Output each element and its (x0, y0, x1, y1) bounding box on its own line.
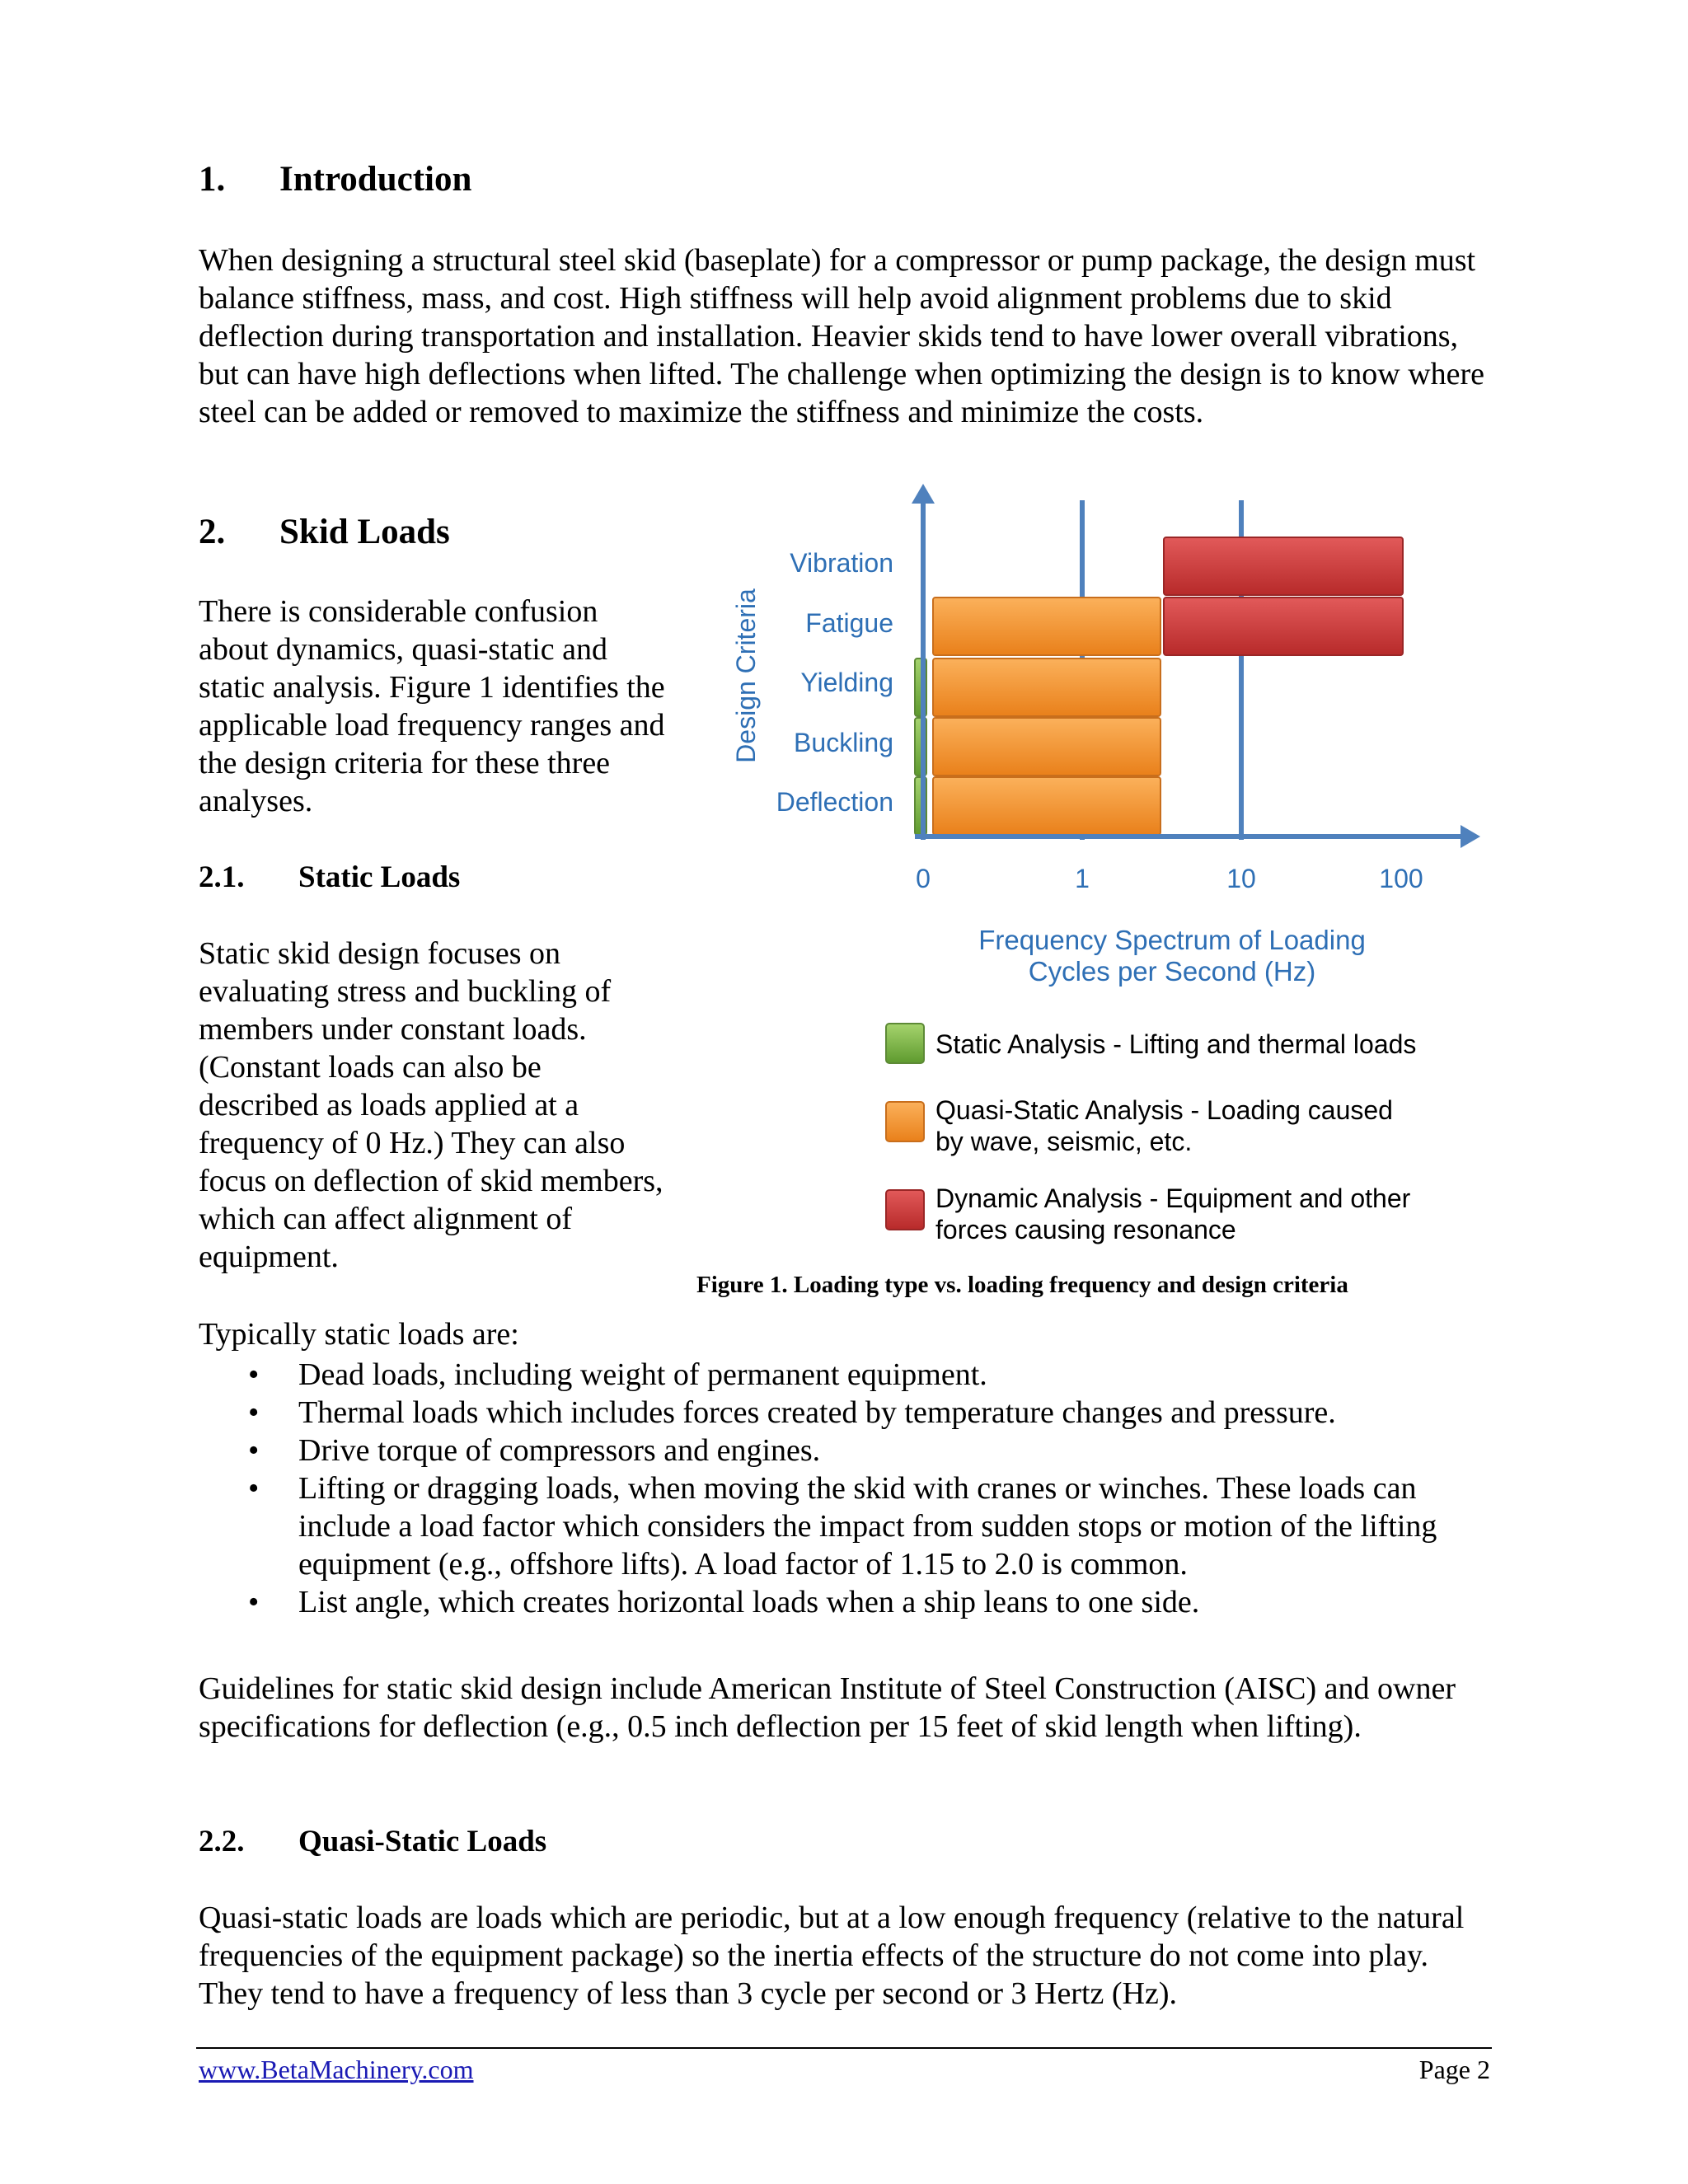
list-item: • Drive torque of compressors and engines. (248, 1433, 821, 1468)
list-intro: Typically static loads are: (199, 1317, 519, 1352)
skid-loads-paragraph: There is considerable confusion about dynamics, quasi-static and static analysis. Figure 1 identifies the applicable load frequency ranges and the design criteria for these three analyses. (199, 594, 665, 818)
section-title: Introduction (279, 160, 472, 199)
guidelines-paragraph: Guidelines for static skid design include American Institute of Steel Construction (AISC) and owner specifications for deflection (e.g., 0.5 inch deflection per 15 feet of skid length when lifting). (199, 1671, 1456, 1744)
list-item: • List angle, which creates horizontal loads when a ship leans to one side. (248, 1585, 1200, 1619)
figure-caption: Figure 1. Loading type vs. loading frequency and design criteria (696, 1272, 1348, 1298)
criteria-label-vibration: Vibration (790, 548, 893, 578)
list-item: • Lifting or dragging loads, when moving the skid with cranes or winches. These loads can include a load factor which considers the impact from sudden stops or motion of the lifting equipment (e.g., offshore lifts). A load factor of 1.15 to 2.0 is common. (248, 1471, 1437, 1582)
bar-quasi-static-deflection (933, 777, 1160, 835)
legend-label-dynamic-line2: forces causing resonance (935, 1215, 1236, 1244)
x-axis-arrow (1461, 825, 1480, 848)
bar-dynamic-vibration (1164, 537, 1403, 595)
x-tick-1: 1 (1075, 864, 1090, 893)
section-title: Quasi-Static Loads (298, 1825, 547, 1858)
criteria-label-yielding: Yielding (800, 668, 893, 697)
legend-swatch-quasi-static (886, 1102, 924, 1141)
section-heading-introduction (199, 159, 471, 199)
legend-label-static: Static Analysis - Lifting and thermal loads (935, 1029, 1417, 1059)
criteria-label-fatigue: Fatigue (805, 608, 893, 638)
legend-swatch-static (886, 1024, 924, 1063)
loading-frequency-figure (709, 482, 1484, 1244)
x-tick-0: 0 (916, 864, 931, 893)
legend-swatch-dynamic (886, 1190, 924, 1230)
static-loads-list (199, 1356, 1493, 1621)
bullet-icon: • (248, 1395, 260, 1430)
section-heading-quasi-static-loads (199, 1824, 546, 1859)
y-axis-arrow (912, 484, 935, 504)
criteria-label-deflection: Deflection (776, 787, 893, 817)
static-loads-paragraph: Static skid design focuses on evaluating stress and buckling of members under constant loads. (Constant loads can also be described as loads applied at a frequency of 0 Hz.) They can also focus on deflection of skid members, which can affect alignment of equipment. (199, 936, 663, 1274)
list-item: • Dead loads, including weight of permanent equipment. (248, 1357, 987, 1392)
y-axis-title: Design Criteria (731, 588, 761, 763)
section-heading-static-loads (199, 860, 460, 895)
x-axis-title-line1: Frequency Spectrum of Loading (978, 925, 1366, 955)
bullet-icon: • (248, 1357, 260, 1392)
bar-dynamic-fatigue (1164, 598, 1403, 655)
bar-quasi-static-fatigue (933, 598, 1160, 655)
section-title: Skid Loads (279, 513, 450, 551)
section-number: 1. (199, 160, 226, 199)
section-title: Static Loads (298, 860, 461, 894)
section-heading-skid-loads (199, 512, 450, 552)
criteria-label-buckling: Buckling (794, 728, 893, 757)
bar-quasi-static-yielding (933, 658, 1160, 716)
legend-label-quasi-static-line1: Quasi-Static Analysis - Loading caused (935, 1095, 1393, 1125)
bullet-icon: • (248, 1433, 260, 1468)
introduction-paragraph: When designing a structural steel skid (baseplate) for a compressor or pump package, the design must balance stiffness, mass, and cost. High stiffness will help avoid alignment problems due to skid deflection during transportation and installation. Heavier skids tend to have lower overall vibrations, but can have high deflections when lifted. The challenge when optimizing the design is to know where steel can be added or removed to maximize the stiffness and minimize the costs. (199, 243, 1485, 429)
x-tick-10: 10 (1226, 864, 1256, 893)
section-number: 2. (199, 513, 226, 551)
section-number: 2.1. (199, 860, 245, 894)
quasi-static-paragraph: Quasi-static loads are loads which are periodic, but at a low enough frequency (relative to the natural frequencies of the equipment package) so the inertia effects of the structure do not come into play. They tend to have a frequency of less than 3 cycle per second or 3 Hertz (Hz). (199, 1900, 1465, 2011)
legend-label-quasi-static-line2: by wave, seismic, etc. (935, 1127, 1193, 1156)
page-number: Page 2 (1418, 2055, 1490, 2084)
legend-label-dynamic-line1: Dynamic Analysis - Equipment and other (935, 1183, 1411, 1213)
x-axis-title-line2: Cycles per Second (Hz) (1028, 956, 1316, 987)
footer-divider (196, 2047, 1492, 2049)
section-number: 2.2. (199, 1825, 245, 1858)
legend (886, 1024, 1416, 1244)
bars (915, 537, 1403, 835)
footer-website-link[interactable]: www.BetaMachinery.com (199, 2055, 474, 2084)
x-tick-100: 100 (1379, 864, 1423, 893)
bullet-icon: • (248, 1585, 260, 1619)
bullet-icon: • (248, 1471, 260, 1506)
list-item: • Thermal loads which includes forces created by temperature changes and pressure. (248, 1395, 1336, 1430)
bar-quasi-static-buckling (933, 718, 1160, 776)
